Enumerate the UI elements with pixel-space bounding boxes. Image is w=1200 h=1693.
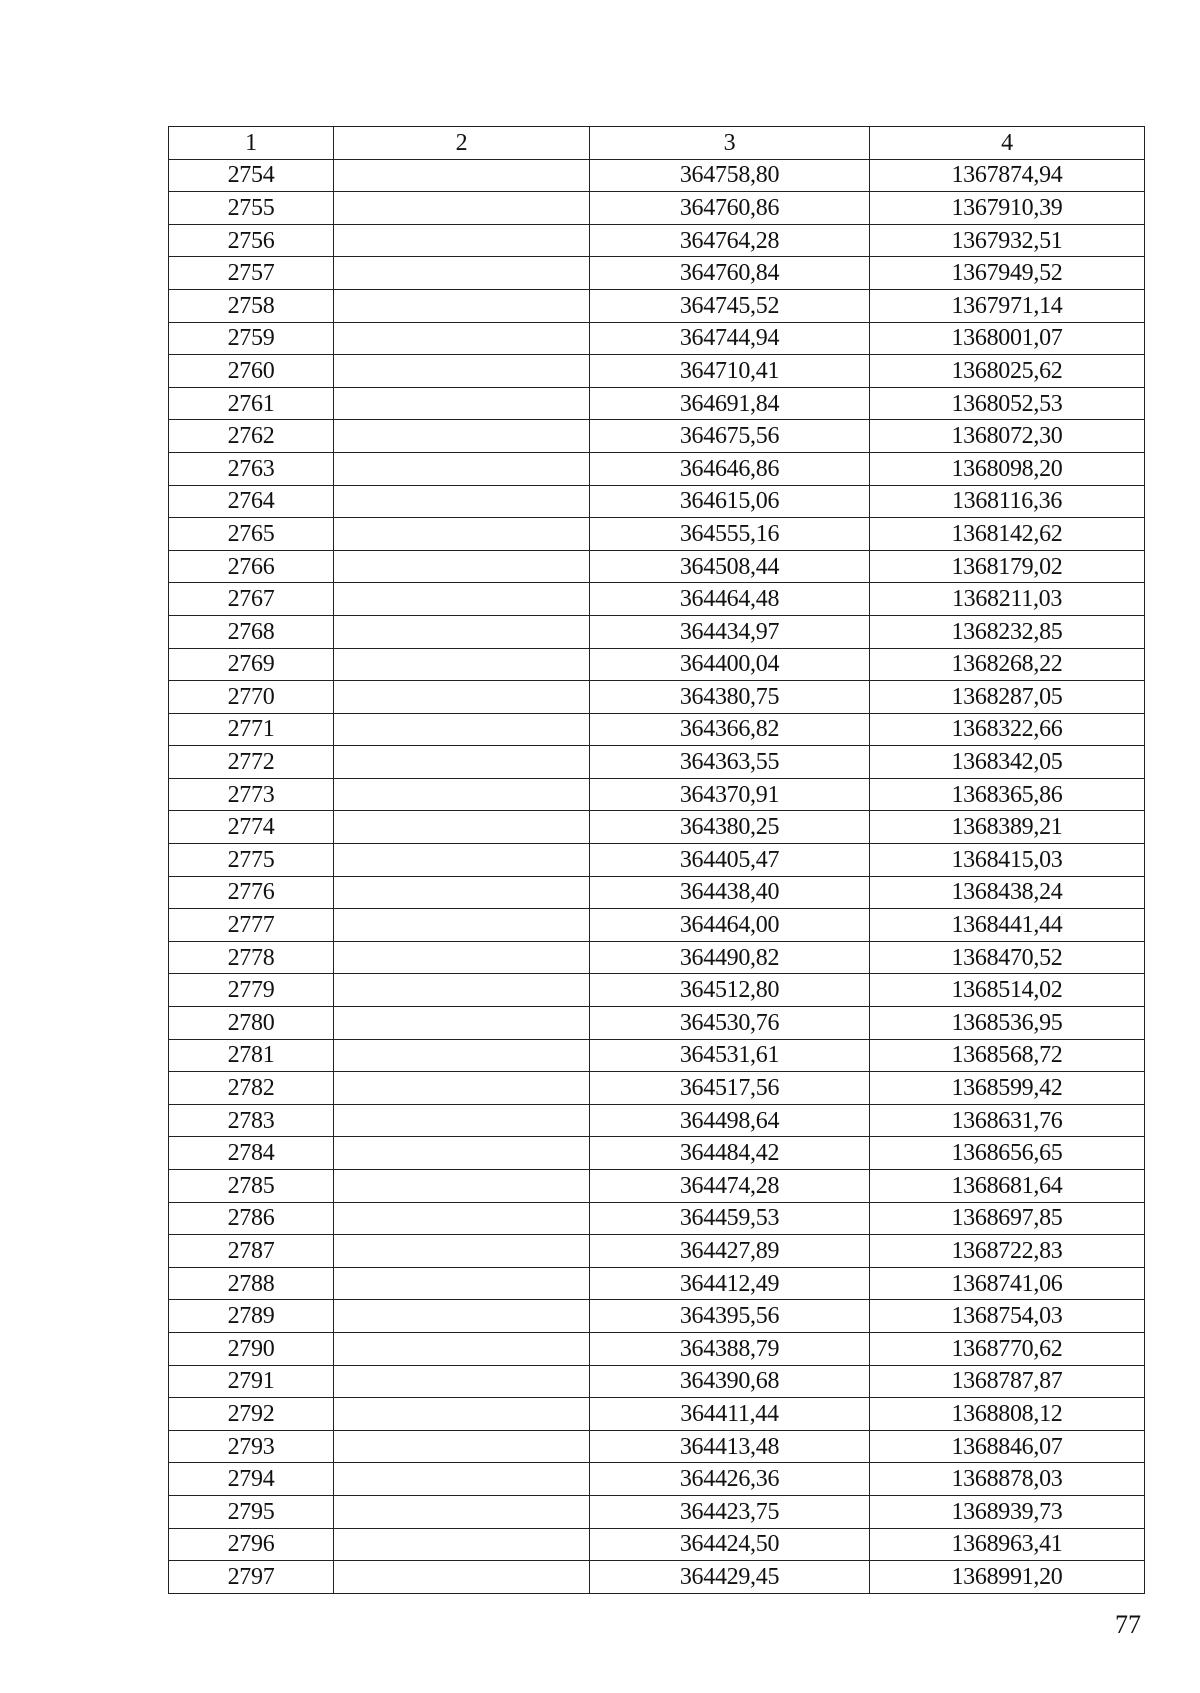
- y-coordinate-cell: 1368568,72: [870, 1039, 1145, 1072]
- table-row: [169, 224, 1145, 257]
- description-cell: [334, 257, 590, 290]
- description-cell: [334, 1007, 590, 1040]
- table-row: [169, 1104, 1145, 1137]
- x-coordinate-cell: 364388,79: [590, 1332, 870, 1365]
- y-coordinate-cell: 1368631,76: [870, 1104, 1145, 1137]
- description-cell: [334, 452, 590, 485]
- y-coordinate-cell: 1368514,02: [870, 974, 1145, 1007]
- column-header-2: 2: [334, 127, 590, 160]
- y-coordinate-cell: 1368741,06: [870, 1267, 1145, 1300]
- page-number: 77: [1115, 1610, 1141, 1639]
- description-cell: [334, 159, 590, 192]
- x-coordinate-cell: 364744,94: [590, 322, 870, 355]
- y-coordinate-cell: 1368787,87: [870, 1365, 1145, 1398]
- y-coordinate-cell: 1367874,94: [870, 159, 1145, 192]
- table-row: [169, 941, 1145, 974]
- y-coordinate-cell: 1368098,20: [870, 452, 1145, 485]
- x-coordinate-cell: 364646,86: [590, 452, 870, 485]
- x-coordinate-cell: 364615,06: [590, 485, 870, 518]
- table-row: [169, 876, 1145, 909]
- x-coordinate-cell: 364508,44: [590, 550, 870, 583]
- description-cell: [334, 1170, 590, 1203]
- table-row: [169, 322, 1145, 355]
- point-number-cell: 2796: [169, 1528, 334, 1561]
- y-coordinate-cell: 1368142,62: [870, 518, 1145, 551]
- description-cell: [334, 322, 590, 355]
- y-coordinate-cell: 1368770,62: [870, 1332, 1145, 1365]
- x-coordinate-cell: 364555,16: [590, 518, 870, 551]
- point-number-cell: 2785: [169, 1170, 334, 1203]
- x-coordinate-cell: 364438,40: [590, 876, 870, 909]
- description-cell: [334, 941, 590, 974]
- y-coordinate-cell: 1368415,03: [870, 844, 1145, 877]
- column-header-1: 1: [169, 127, 334, 160]
- y-coordinate-cell: 1368599,42: [870, 1072, 1145, 1105]
- description-cell: [334, 648, 590, 681]
- x-coordinate-cell: 364531,61: [590, 1039, 870, 1072]
- x-coordinate-cell: 364764,28: [590, 224, 870, 257]
- description-cell: [334, 518, 590, 551]
- table-row: [169, 1202, 1145, 1235]
- description-cell: [334, 1137, 590, 1170]
- description-cell: [334, 1398, 590, 1431]
- x-coordinate-cell: 364427,89: [590, 1235, 870, 1268]
- description-cell: [334, 974, 590, 1007]
- y-coordinate-cell: 1368681,64: [870, 1170, 1145, 1203]
- y-coordinate-cell: 1368808,12: [870, 1398, 1145, 1431]
- description-cell: [334, 485, 590, 518]
- point-number-cell: 2770: [169, 681, 334, 714]
- description-cell: [334, 583, 590, 616]
- table-row: [169, 1039, 1145, 1072]
- point-number-cell: 2764: [169, 485, 334, 518]
- description-cell: [334, 1332, 590, 1365]
- table-row: [169, 844, 1145, 877]
- point-number-cell: 2769: [169, 648, 334, 681]
- point-number-cell: 2784: [169, 1137, 334, 1170]
- y-coordinate-cell: 1368072,30: [870, 420, 1145, 453]
- table-row: [169, 1072, 1145, 1105]
- table-row: [169, 289, 1145, 322]
- x-coordinate-cell: 364474,28: [590, 1170, 870, 1203]
- table-row: [169, 648, 1145, 681]
- x-coordinate-cell: 364412,49: [590, 1267, 870, 1300]
- point-number-cell: 2754: [169, 159, 334, 192]
- x-coordinate-cell: 364413,48: [590, 1430, 870, 1463]
- table-row: [169, 746, 1145, 779]
- x-coordinate-cell: 364675,56: [590, 420, 870, 453]
- description-cell: [334, 1561, 590, 1594]
- point-number-cell: 2787: [169, 1235, 334, 1268]
- table-row: [169, 811, 1145, 844]
- point-number-cell: 2756: [169, 224, 334, 257]
- point-number-cell: 2795: [169, 1495, 334, 1528]
- point-number-cell: 2794: [169, 1463, 334, 1496]
- x-coordinate-cell: 364710,41: [590, 355, 870, 388]
- table-row: [169, 485, 1145, 518]
- table-row: [169, 518, 1145, 551]
- x-coordinate-cell: 364459,53: [590, 1202, 870, 1235]
- table-row: [169, 1365, 1145, 1398]
- y-coordinate-cell: 1368116,36: [870, 485, 1145, 518]
- point-number-cell: 2767: [169, 583, 334, 616]
- coordinates-table: [168, 126, 1145, 1594]
- table-row: [169, 1332, 1145, 1365]
- point-number-cell: 2789: [169, 1300, 334, 1333]
- x-coordinate-cell: 364426,36: [590, 1463, 870, 1496]
- table-row: [169, 1267, 1145, 1300]
- table-row: [169, 355, 1145, 388]
- y-coordinate-cell: 1368963,41: [870, 1528, 1145, 1561]
- description-cell: [334, 1072, 590, 1105]
- point-number-cell: 2772: [169, 746, 334, 779]
- point-number-cell: 2775: [169, 844, 334, 877]
- description-cell: [334, 1495, 590, 1528]
- point-number-cell: 2776: [169, 876, 334, 909]
- y-coordinate-cell: 1367949,52: [870, 257, 1145, 290]
- y-coordinate-cell: 1368342,05: [870, 746, 1145, 779]
- x-coordinate-cell: 364760,84: [590, 257, 870, 290]
- y-coordinate-cell: 1368052,53: [870, 387, 1145, 420]
- description-cell: [334, 355, 590, 388]
- description-cell: [334, 420, 590, 453]
- x-coordinate-cell: 364424,50: [590, 1528, 870, 1561]
- description-cell: [334, 811, 590, 844]
- table-row: [169, 192, 1145, 225]
- description-cell: [334, 192, 590, 225]
- x-coordinate-cell: 364395,56: [590, 1300, 870, 1333]
- y-coordinate-cell: 1368441,44: [870, 909, 1145, 942]
- x-coordinate-cell: 364434,97: [590, 615, 870, 648]
- description-cell: [334, 1463, 590, 1496]
- y-coordinate-cell: 1368878,03: [870, 1463, 1145, 1496]
- y-coordinate-cell: 1368722,83: [870, 1235, 1145, 1268]
- point-number-cell: 2778: [169, 941, 334, 974]
- table-row: [169, 1170, 1145, 1203]
- point-number-cell: 2790: [169, 1332, 334, 1365]
- point-number-cell: 2766: [169, 550, 334, 583]
- description-cell: [334, 1235, 590, 1268]
- table-body: [169, 159, 1145, 1593]
- table-row: [169, 1528, 1145, 1561]
- x-coordinate-cell: 364530,76: [590, 1007, 870, 1040]
- y-coordinate-cell: 1368846,07: [870, 1430, 1145, 1463]
- point-number-cell: 2760: [169, 355, 334, 388]
- point-number-cell: 2773: [169, 778, 334, 811]
- table-row: [169, 1235, 1145, 1268]
- table-row: [169, 681, 1145, 714]
- description-cell: [334, 1104, 590, 1137]
- table-row: [169, 387, 1145, 420]
- point-number-cell: 2768: [169, 615, 334, 648]
- x-coordinate-cell: 364363,55: [590, 746, 870, 779]
- table-header-row: [169, 127, 1145, 160]
- x-coordinate-cell: 364517,56: [590, 1072, 870, 1105]
- table-row: [169, 1300, 1145, 1333]
- table-row: [169, 778, 1145, 811]
- description-cell: [334, 1365, 590, 1398]
- description-cell: [334, 224, 590, 257]
- x-coordinate-cell: 364512,80: [590, 974, 870, 1007]
- x-coordinate-cell: 364691,84: [590, 387, 870, 420]
- point-number-cell: 2759: [169, 322, 334, 355]
- column-header-4: 4: [870, 127, 1145, 160]
- description-cell: [334, 1267, 590, 1300]
- description-cell: [334, 844, 590, 877]
- point-number-cell: 2797: [169, 1561, 334, 1594]
- y-coordinate-cell: 1368232,85: [870, 615, 1145, 648]
- x-coordinate-cell: 364380,25: [590, 811, 870, 844]
- y-coordinate-cell: 1367971,14: [870, 289, 1145, 322]
- point-number-cell: 2761: [169, 387, 334, 420]
- y-coordinate-cell: 1368536,95: [870, 1007, 1145, 1040]
- point-number-cell: 2762: [169, 420, 334, 453]
- y-coordinate-cell: 1368211,03: [870, 583, 1145, 616]
- x-coordinate-cell: 364400,04: [590, 648, 870, 681]
- point-number-cell: 2757: [169, 257, 334, 290]
- x-coordinate-cell: 364411,44: [590, 1398, 870, 1431]
- x-coordinate-cell: 364760,86: [590, 192, 870, 225]
- point-number-cell: 2788: [169, 1267, 334, 1300]
- description-cell: [334, 1430, 590, 1463]
- y-coordinate-cell: 1368365,86: [870, 778, 1145, 811]
- table-row: [169, 909, 1145, 942]
- point-number-cell: 2786: [169, 1202, 334, 1235]
- point-number-cell: 2755: [169, 192, 334, 225]
- y-coordinate-cell: 1368697,85: [870, 1202, 1145, 1235]
- table-row: [169, 1430, 1145, 1463]
- table-row: [169, 550, 1145, 583]
- x-coordinate-cell: 364464,48: [590, 583, 870, 616]
- table-row: [169, 1463, 1145, 1496]
- table-row: [169, 159, 1145, 192]
- y-coordinate-cell: 1368939,73: [870, 1495, 1145, 1528]
- x-coordinate-cell: 364370,91: [590, 778, 870, 811]
- point-number-cell: 2792: [169, 1398, 334, 1431]
- description-cell: [334, 746, 590, 779]
- point-number-cell: 2791: [169, 1365, 334, 1398]
- table-row: [169, 1007, 1145, 1040]
- x-coordinate-cell: 364490,82: [590, 941, 870, 974]
- x-coordinate-cell: 364758,80: [590, 159, 870, 192]
- table-row: [169, 615, 1145, 648]
- description-cell: [334, 713, 590, 746]
- description-cell: [334, 615, 590, 648]
- description-cell: [334, 909, 590, 942]
- point-number-cell: 2771: [169, 713, 334, 746]
- description-cell: [334, 387, 590, 420]
- point-number-cell: 2782: [169, 1072, 334, 1105]
- y-coordinate-cell: 1367932,51: [870, 224, 1145, 257]
- point-number-cell: 2779: [169, 974, 334, 1007]
- y-coordinate-cell: 1368754,03: [870, 1300, 1145, 1333]
- x-coordinate-cell: 364745,52: [590, 289, 870, 322]
- x-coordinate-cell: 364429,45: [590, 1561, 870, 1594]
- y-coordinate-cell: 1368322,66: [870, 713, 1145, 746]
- point-number-cell: 2781: [169, 1039, 334, 1072]
- description-cell: [334, 1528, 590, 1561]
- y-coordinate-cell: 1368438,24: [870, 876, 1145, 909]
- table-row: [169, 1561, 1145, 1594]
- y-coordinate-cell: 1368025,62: [870, 355, 1145, 388]
- y-coordinate-cell: 1368470,52: [870, 941, 1145, 974]
- y-coordinate-cell: 1368001,07: [870, 322, 1145, 355]
- description-cell: [334, 1039, 590, 1072]
- y-coordinate-cell: 1368268,22: [870, 648, 1145, 681]
- x-coordinate-cell: 364498,64: [590, 1104, 870, 1137]
- point-number-cell: 2774: [169, 811, 334, 844]
- x-coordinate-cell: 364405,47: [590, 844, 870, 877]
- x-coordinate-cell: 364366,82: [590, 713, 870, 746]
- table-row: [169, 1137, 1145, 1170]
- table-row: [169, 974, 1145, 1007]
- table-row: [169, 713, 1145, 746]
- x-coordinate-cell: 364390,68: [590, 1365, 870, 1398]
- description-cell: [334, 550, 590, 583]
- point-number-cell: 2793: [169, 1430, 334, 1463]
- table-row: [169, 420, 1145, 453]
- point-number-cell: 2758: [169, 289, 334, 322]
- point-number-cell: 2765: [169, 518, 334, 551]
- x-coordinate-cell: 364484,42: [590, 1137, 870, 1170]
- point-number-cell: 2763: [169, 452, 334, 485]
- table-row: [169, 583, 1145, 616]
- table-row: [169, 452, 1145, 485]
- column-header-3: 3: [590, 127, 870, 160]
- y-coordinate-cell: 1368179,02: [870, 550, 1145, 583]
- y-coordinate-cell: 1367910,39: [870, 192, 1145, 225]
- y-coordinate-cell: 1368656,65: [870, 1137, 1145, 1170]
- point-number-cell: 2780: [169, 1007, 334, 1040]
- description-cell: [334, 289, 590, 322]
- x-coordinate-cell: 364423,75: [590, 1495, 870, 1528]
- description-cell: [334, 681, 590, 714]
- y-coordinate-cell: 1368389,21: [870, 811, 1145, 844]
- table-row: [169, 257, 1145, 290]
- point-number-cell: 2777: [169, 909, 334, 942]
- table-row: [169, 1398, 1145, 1431]
- description-cell: [334, 1300, 590, 1333]
- y-coordinate-cell: 1368287,05: [870, 681, 1145, 714]
- description-cell: [334, 876, 590, 909]
- table-row: [169, 1495, 1145, 1528]
- y-coordinate-cell: 1368991,20: [870, 1561, 1145, 1594]
- x-coordinate-cell: 364464,00: [590, 909, 870, 942]
- point-number-cell: 2783: [169, 1104, 334, 1137]
- description-cell: [334, 1202, 590, 1235]
- x-coordinate-cell: 364380,75: [590, 681, 870, 714]
- description-cell: [334, 778, 590, 811]
